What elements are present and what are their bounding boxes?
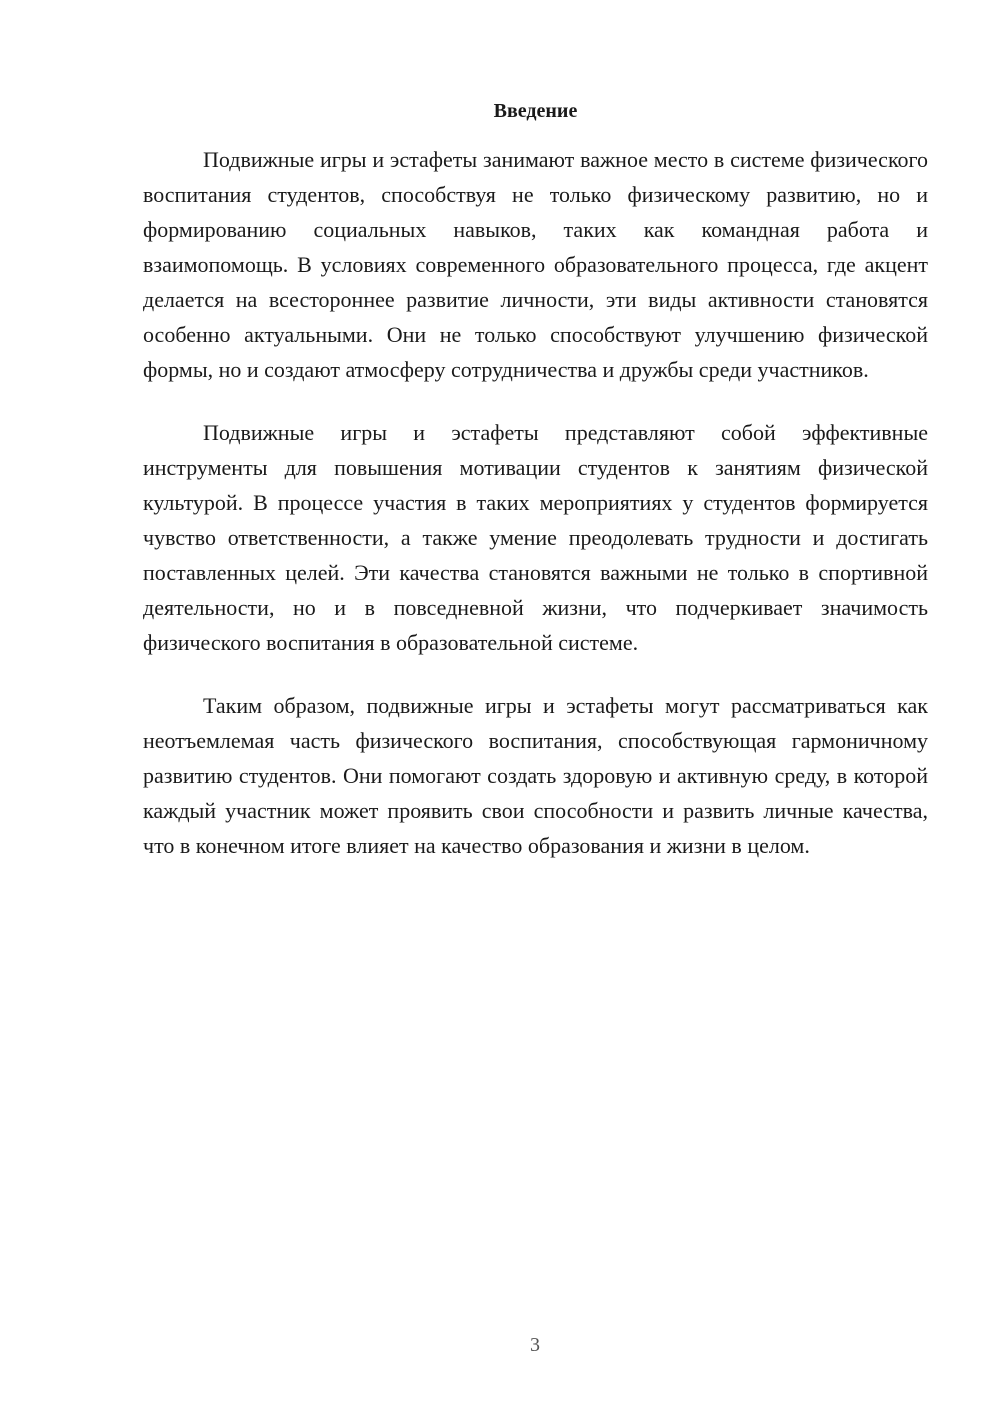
- paragraph-1: Подвижные игры и эстафеты занимают важное место в системе физического воспитания студентов, способствуя не только физическому развитию, но и формированию социальных навыков, таких как командная работа и взаимопомощь. В условиях современного образовательного процесса, где акцент делается на всестороннее развитие личности, эти виды активности становятся особенно актуальными. Они не только способствуют улучшению физической формы, но и создают атмосферу сотрудничества и дружбы среди участников.: [143, 147, 928, 382]
- page-content: [143, 96, 928, 863]
- paragraph-2: Подвижные игры и эстафеты представляют собой эффективные инструменты для повышения мотивации студентов к занятиям физической культурой. В процессе участия в таких мероприятиях у студентов формируется чувство ответственности, а также умение преодолевать трудности и достигать поставленных целей. Эти качества становятся важными не только в спортивной деятельности, но и в повседневной жизни, что подчеркивает значимость физического воспитания в образовательной системе.: [143, 420, 928, 655]
- paragraph-3: Таким образом, подвижные игры и эстафеты могут рассматриваться как неотъемлемая часть физического воспитания, способствующая гармоничному развитию студентов. Они помогают создать здоровую и активную среду, в которой каждый участник может проявить свои способности и развить личные качества, что в конечном итоге влияет на качество образования и жизни в целом.: [143, 693, 928, 858]
- page-number: 3: [530, 1334, 540, 1356]
- section-title: Введение: [493, 100, 578, 122]
